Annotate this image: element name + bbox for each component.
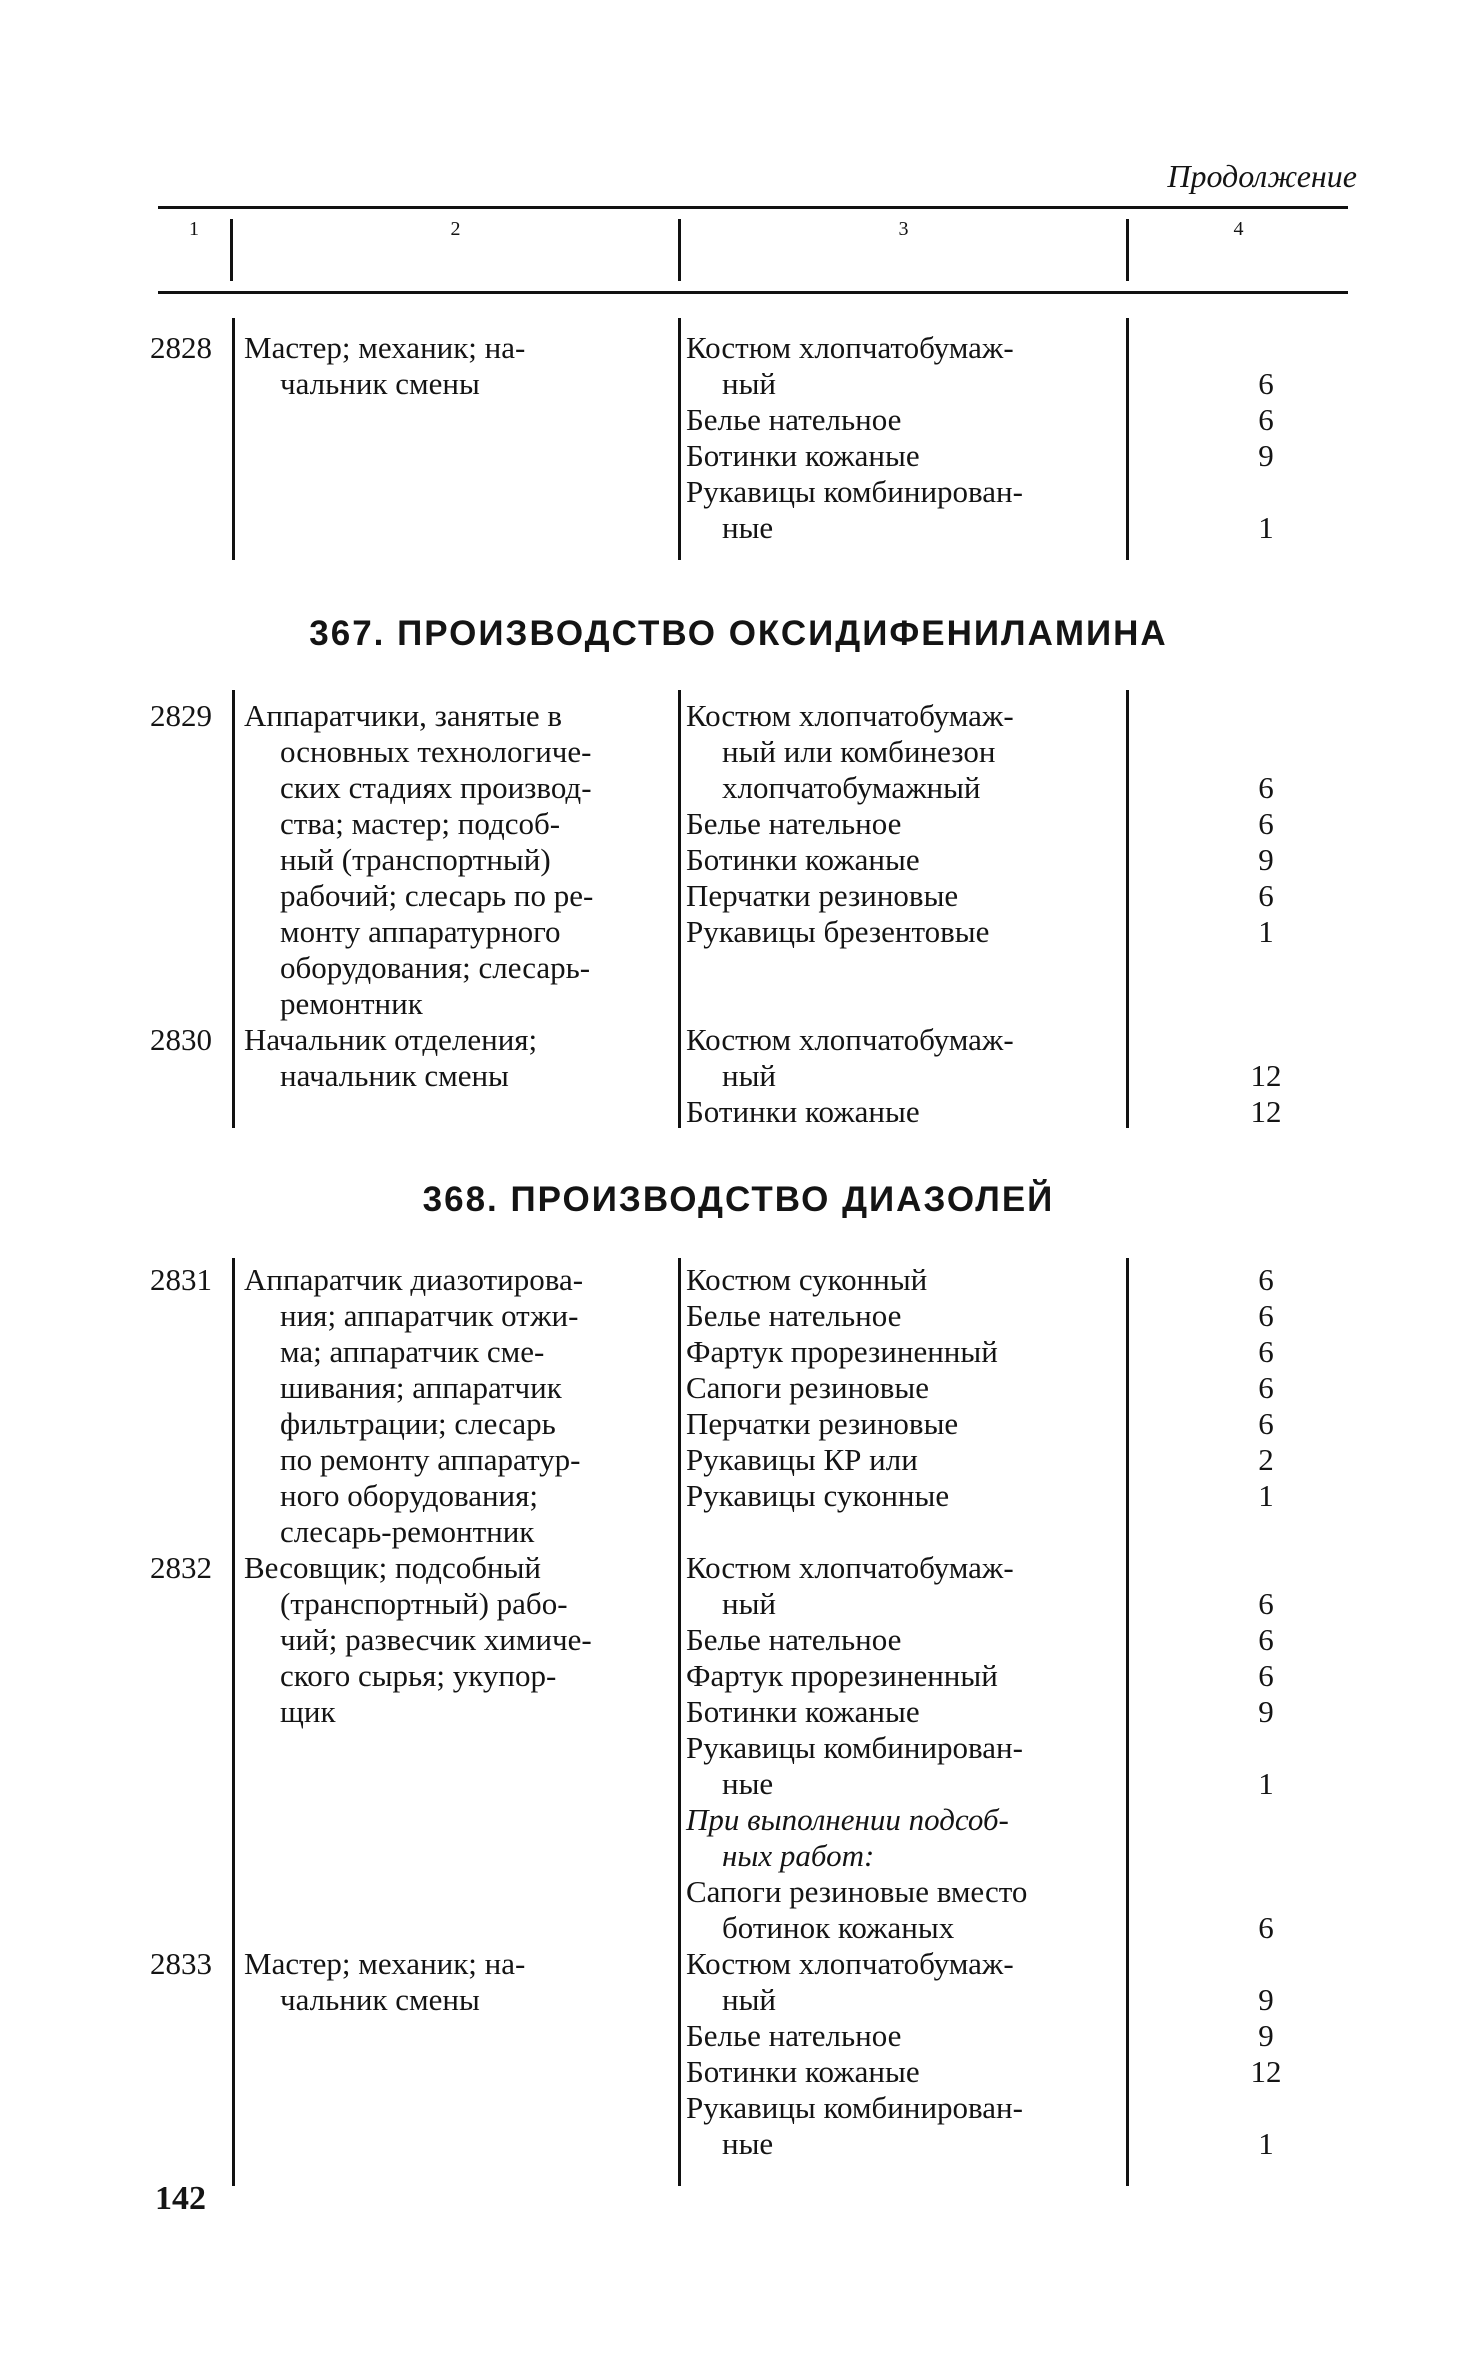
equipment-item [686,2090,1274,2162]
equipment-line: Рукавицы комбинирован- [686,2090,1023,2125]
occupation-line: оборудования; слесарь- [280,950,591,985]
equipment-line: При выполнении подсоб- [686,1802,1009,1837]
equipment-item [686,2018,1274,2054]
equipment-item [686,1874,1274,1946]
wear-period: 6 [1258,806,1274,841]
equipment-item [686,698,1274,806]
equipment-list [686,1022,1282,1130]
occupation-line: Мастер; механик; на- [244,330,526,365]
equipment-line: Рукавицы КР или [686,1442,918,1477]
row-number: 2831 [150,1262,212,1297]
occupation-line: ного оборудования; [280,1478,539,1513]
column-number-3: 3 [898,218,909,240]
wear-period: 9 [1258,842,1274,877]
wear-period: 6 [1258,1622,1274,1657]
occupation-line: ского сырья; укупор- [280,1658,557,1693]
equipment-list [686,1550,1274,1946]
occupation-text [244,1946,674,2018]
equipment-item [686,1694,1274,1730]
wear-period: 1 [1258,1478,1274,1513]
equipment-line: Костюм суконный [686,1262,928,1297]
occupation-line: ный (транспортный) [280,842,551,877]
column-number-4: 4 [1233,218,1244,240]
occupation-text [244,1550,674,1730]
occupation-line: монту аппаратурного [280,914,561,949]
occupation-line: Весовщик; подсобный [244,1550,541,1585]
wear-period: 6 [1258,366,1274,401]
occupation-line: слесарь-ремонтник [280,1514,535,1549]
occupation-line: шивания; аппаратчик [280,1370,562,1405]
wear-period: 6 [1258,770,1274,805]
equipment-item [686,878,1274,914]
wear-period: 6 [1258,878,1274,913]
equipment-item [686,1370,1274,1406]
equipment-line: Костюм хлопчатобумаж- [686,698,1014,733]
equipment-line: Белье нательное [686,2018,902,2053]
table-rule [1126,690,1129,1128]
equipment-item [686,1334,1274,1370]
wear-period: 6 [1258,1910,1274,1945]
column-number-1: 1 [189,218,199,240]
column-number-2: 2 [450,218,461,240]
wear-period: 9 [1258,2018,1274,2053]
wear-period: 6 [1258,1406,1274,1441]
occupation-line: ских стадиях производ- [280,770,592,805]
wear-period: 6 [1258,402,1274,437]
equipment-list [686,698,1274,950]
equipment-item [686,1262,1274,1298]
occupation-text [244,1262,674,1550]
wear-period: 6 [1258,1370,1274,1405]
equipment-item [686,1478,1274,1514]
equipment-item [686,1730,1274,1802]
occupation-line: Аппаратчики, занятые в [244,698,563,733]
table-rule [678,1258,681,2186]
equipment-line: ные [722,510,774,545]
equipment-item [686,1442,1274,1478]
equipment-line: ных работ: [722,1838,875,1873]
continuation-label: Продолжение [1167,158,1357,194]
occupation-line: основных технологиче- [280,734,592,769]
equipment-item [686,1406,1274,1442]
equipment-line: Рукавицы брезентовые [686,914,990,949]
occupation-line: чий; развесчик химиче- [280,1622,592,1657]
occupation-line: рабочий; слесарь по ре- [280,878,594,913]
equipment-item [686,1550,1274,1622]
equipment-line: Фартук прорезиненный [686,1334,998,1369]
equipment-line: Белье нательное [686,1298,902,1333]
wear-period: 1 [1258,2126,1274,2161]
occupation-line: ма; аппаратчик сме- [280,1334,545,1369]
equipment-item [686,1094,1282,1130]
row-number: 2832 [150,1550,212,1585]
equipment-line: ботинок кожаных [722,1910,955,1945]
occupation-line: ремонтник [280,986,423,1021]
wear-period: 9 [1258,1982,1274,2017]
equipment-line: Ботинки кожаные [686,1094,920,1129]
equipment-line: Рукавицы комбинирован- [686,1730,1023,1765]
occupation-line: ства; мастер; подсоб- [280,806,561,841]
occupation-line: ния; аппаратчик отжи- [280,1298,579,1333]
wear-period: 1 [1258,914,1274,949]
occupation-line: чальник смены [280,1982,480,2017]
occupation-text [244,1022,674,1094]
table-rule [678,690,681,1128]
table-column-header [158,206,1348,294]
equipment-line: Сапоги резиновые вместо [686,1874,1028,1909]
equipment-line: ный [722,366,777,401]
occupation-line: по ремонту аппаратур- [280,1442,581,1477]
occupation-line: начальник смены [280,1058,509,1093]
equipment-item [686,438,1274,474]
table-rule [678,318,681,560]
occupation-line: Мастер; механик; на- [244,1946,526,1981]
wear-period: 6 [1258,1262,1274,1297]
wear-period: 9 [1258,438,1274,473]
equipment-item [686,1946,1274,2018]
row-number: 2828 [150,330,212,365]
occupation-line: щик [280,1694,336,1729]
wear-period: 1 [1258,510,1274,545]
equipment-line: Костюм хлопчатобумаж- [686,1946,1014,1981]
equipment-line: Белье нательное [686,806,902,841]
equipment-item [686,402,1274,438]
page-number: 142 [155,2180,206,2217]
equipment-line: ный [722,1982,777,2017]
equipment-line: Рукавицы комбинирован- [686,474,1023,509]
equipment-item [686,1022,1282,1094]
equipment-item [686,2054,1282,2090]
occupation-line: чальник смены [280,366,480,401]
equipment-item [686,914,1274,950]
equipment-line: хлопчатобумажный [722,770,981,805]
equipment-line: Сапоги резиновые [686,1370,929,1405]
table-rule [232,690,235,1128]
equipment-line: Белье нательное [686,402,902,437]
equipment-line: Костюм хлопчатобумаж- [686,330,1014,365]
row-number: 2833 [150,1946,212,1981]
table-rule [1126,318,1129,560]
occupation-line: Начальник отделения; [244,1022,538,1057]
equipment-line: Фартук прорезиненный [686,1658,998,1693]
equipment-line: Ботинки кожаные [686,2054,920,2089]
equipment-line: Белье нательное [686,1622,902,1657]
equipment-item [686,806,1274,842]
occupation-line: фильтрации; слесарь [280,1406,556,1441]
equipment-line: Костюм хлопчатобумаж- [686,1022,1014,1057]
equipment-item [686,842,1274,878]
equipment-line: Ботинки кожаные [686,438,920,473]
section-heading: 368. ПРОИЗВОДСТВО ДИАЗОЛЕЙ [422,1180,1055,1219]
equipment-item [686,474,1274,546]
equipment-note [686,1802,1126,1874]
occupation-text [244,698,674,1022]
occupation-line: Аппаратчик диазотирова- [244,1262,584,1297]
wear-period: 12 [1250,1094,1282,1129]
table-rule [232,1258,235,2186]
equipment-line: Ботинки кожаные [686,842,920,877]
wear-period: 6 [1258,1586,1274,1621]
row-number: 2829 [150,698,212,733]
equipment-list [686,1946,1282,2162]
section-heading: 367. ПРОИЗВОДСТВО ОКСИДИФЕНИЛАМИНА [309,614,1168,653]
wear-period: 6 [1258,1334,1274,1369]
equipment-item [686,1622,1274,1658]
equipment-line: Ботинки кожаные [686,1694,920,1729]
equipment-line: ный или комбинезон [722,734,996,769]
equipment-line: ный [722,1586,777,1621]
occupation-line: (транспортный) рабо- [280,1586,568,1621]
table-rule [232,318,235,560]
equipment-line: Рукавицы суконные [686,1478,950,1513]
equipment-line: Перчатки резиновые [686,878,959,913]
equipment-line: Костюм хлопчатобумаж- [686,1550,1014,1585]
row-number: 2830 [150,1022,212,1057]
equipment-item [686,1298,1274,1334]
wear-period: 6 [1258,1298,1274,1333]
equipment-list [686,1262,1274,1514]
equipment-line: ные [722,2126,774,2161]
equipment-line: ные [722,1766,774,1801]
wear-period: 1 [1258,1766,1274,1801]
equipment-list [686,330,1274,546]
equipment-line: Перчатки резиновые [686,1406,959,1441]
equipment-line: ный [722,1058,777,1093]
wear-period: 6 [1258,1658,1274,1693]
wear-period: 12 [1250,1058,1282,1093]
equipment-item [686,330,1274,402]
wear-period: 12 [1250,2054,1282,2089]
equipment-item [686,1658,1274,1694]
wear-period: 2 [1258,1442,1274,1477]
table-rule [1126,1258,1129,2186]
occupation-text [244,330,674,402]
wear-period: 9 [1258,1694,1274,1729]
